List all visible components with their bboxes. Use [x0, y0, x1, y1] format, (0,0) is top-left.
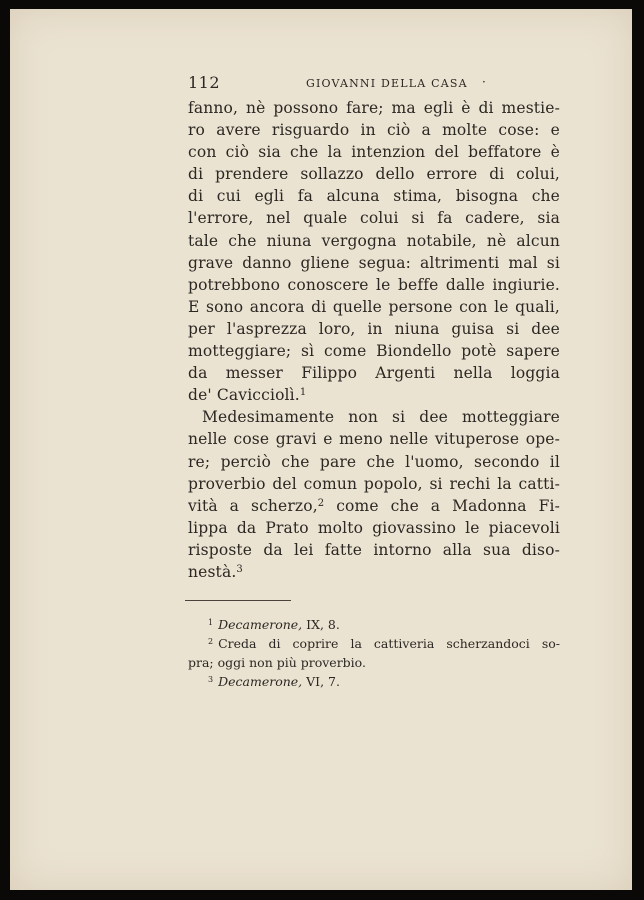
page-header [188, 73, 490, 95]
text-line: di cui egli fa alcuna stima, bisogna che [188, 187, 560, 206]
footnotes [188, 615, 560, 691]
text-line: con ciò sia che la intenzion del beffatore è [188, 143, 560, 162]
text-line: potrebbono conoscere le beffe dalle ingiurie. [188, 275, 560, 294]
text-line: re; perciò che pare che l'uomo, secondo il [188, 452, 560, 471]
footnote-title: Decamerone, [218, 617, 303, 632]
text-fragment: vità a scherzo, [188, 496, 318, 515]
footnote-title: Decamerone, [218, 674, 303, 689]
text-line: l'errore, nel quale colui si fa cadere, sia [188, 209, 560, 228]
footnote-ref: 1 [299, 387, 307, 399]
text-line [188, 495, 560, 517]
text-line: E sono ancora di quelle persone con le quali, [188, 297, 560, 316]
text-line: grave danno gliene segua: altrimenti mal si [188, 253, 560, 272]
footnote-2-continued: pra; oggi non più proverbio. [188, 655, 366, 670]
footnote-2 [188, 634, 560, 653]
text-line: nelle cose gravi e meno nelle vituperose ope- [188, 430, 560, 449]
text-line: da messer Filippo Argenti nella loggia [188, 364, 560, 383]
text-line [188, 561, 560, 583]
text-line: ro avere risguardo in ciò a molte cose: e [188, 121, 560, 140]
footnote-number: 2 [208, 637, 214, 646]
footnote-3 [188, 672, 560, 691]
text-line: motteggiare; sì come Biondello potè sapere [188, 342, 560, 361]
footnote-text: Creda di coprire la cattiveria scherzandoci so- [218, 636, 560, 651]
text-line [188, 384, 560, 406]
page-number: 112 [188, 73, 221, 92]
text-line: per l'asprezza loro, in niuna guisa si dee [188, 319, 560, 338]
footnote-reference: IX, 8. [306, 617, 340, 632]
text-fragment: nestà. [188, 562, 237, 581]
footnote-number: 3 [208, 675, 214, 684]
footnote-ref: 2 [317, 497, 325, 509]
footnote-separator [185, 600, 291, 601]
text-line: lippa da Prato molto giovassino le piacevoli [188, 518, 560, 537]
footnote-number: 1 [208, 618, 214, 627]
text-line: fanno, nè possono fare; ma egli è di mestie- [188, 99, 560, 117]
text-line: proverbio del comun popolo, si rechi la catti- [188, 474, 560, 493]
running-head: GIOVANNI DELLA CASA [306, 77, 468, 90]
main-text [188, 97, 560, 583]
text-line: di prendere sollazzo dello errore di colui, [188, 165, 560, 184]
book-page [10, 9, 632, 890]
footnote-1 [188, 615, 560, 634]
text-fragment: de' Cavicciolì. [188, 386, 300, 405]
text-fragment: come che a Madonna Fi- [336, 496, 560, 515]
text-line: risposte da lei fatte intorno alla sua diso- [188, 540, 560, 559]
text-line: Medesimamente non si dee motteggiare [202, 408, 560, 427]
footnote-reference: VI, 7. [306, 674, 340, 689]
text-line: tale che niuna vergogna notabile, nè alcun [188, 231, 560, 250]
footnote-ref: 3 [236, 563, 243, 575]
header-ornament: · [482, 75, 486, 89]
